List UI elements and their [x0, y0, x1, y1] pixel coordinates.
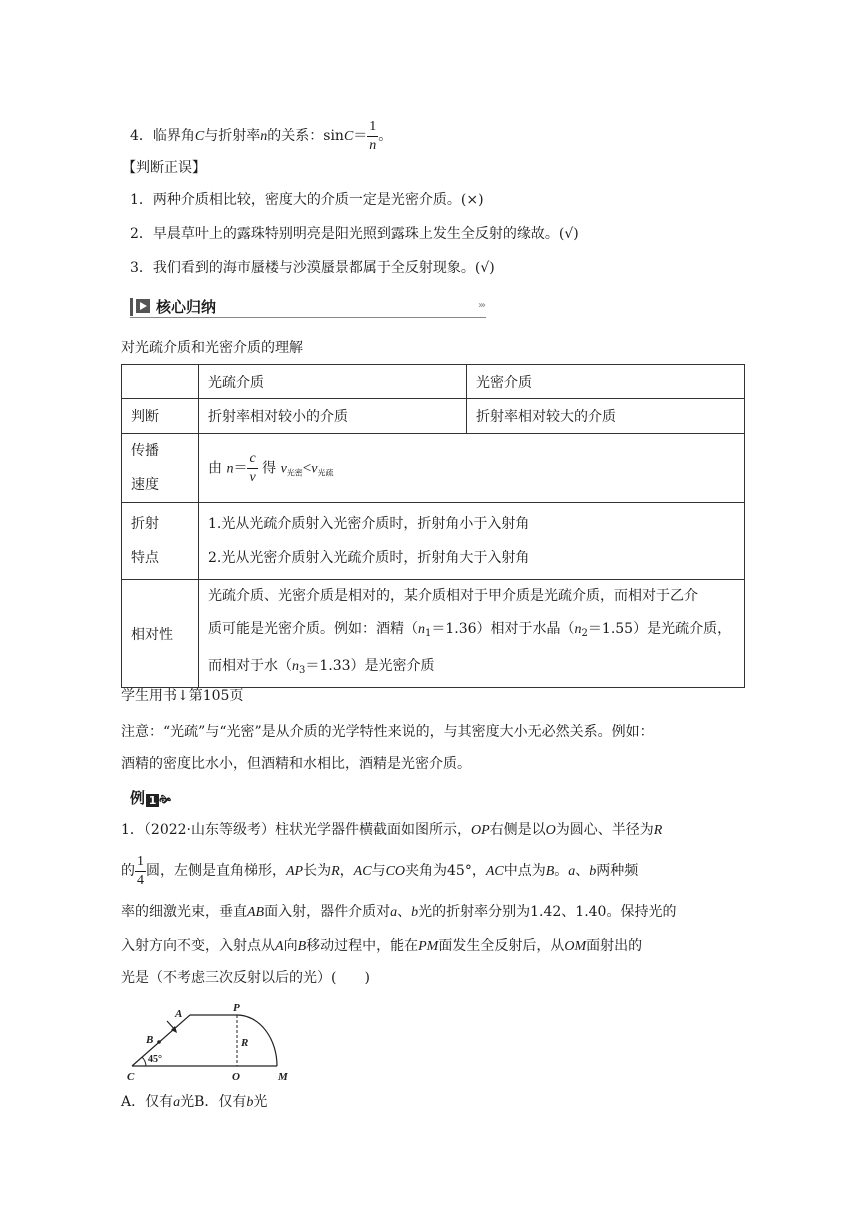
section-title: 核心归纳	[156, 298, 217, 316]
problem-line-1: 1．（2022·山东等级考）柱状光学器件横截面如图所示，OP右侧是以O为圆心、半径为R	[121, 822, 663, 838]
note-line-1: 注意：“光疏”与“光密”是从介质的光学特性来说的，与其密度大小无必然关系。例如：	[121, 724, 654, 740]
table-caption: 对光疏介质和光密介质的理解	[121, 340, 303, 356]
speed-formula: 由 n＝ $\frac{c}{v}$ 得 $v_{光密}<v_{光疏}$	[199, 434, 745, 503]
fraction-1-over-n: $\frac{1}{n}$	[369, 118, 377, 153]
section-bar	[130, 298, 133, 316]
table-row-refraction: 折射 特点 1.光从光疏介质射入光密介质时，折射角小于入射角 2.光从光密介质射入光疏介质时，折射角大于入射角	[122, 503, 745, 580]
fraction-1-over-4: $\frac{1}{4}$	[137, 853, 144, 888]
comparison-table	[121, 364, 745, 688]
option-b[interactable]: B．仅有b光	[194, 1094, 268, 1110]
label-m: M	[278, 1071, 288, 1083]
section-rule	[130, 317, 486, 318]
label-a: A	[175, 1008, 183, 1020]
label-angle: 45°	[148, 1054, 162, 1065]
chevrons-icon: ›››	[478, 300, 484, 311]
table-row-judge: 判断 折射率相对较小的介质 折射率相对较大的介质	[122, 399, 745, 434]
table-row-speed: 传播 速度 由 n＝ $\frac{c}{v}$ 得 $v_{光密}<v_{光疏}$	[122, 434, 745, 503]
problem-line-2: 的 $\frac{1}{4}$ 圆，左侧是直角梯形，AP长为R，AC与CO夹角为45°，AC中点为B。a、b两种频	[121, 853, 639, 888]
label-o: O	[232, 1071, 240, 1083]
angle-arc	[142, 1057, 146, 1066]
critical-angle-formula: 4．临界角C与折射率n的关系：sinC＝ $\frac{1}{n}$ 。	[130, 118, 393, 153]
example-number: 1	[146, 794, 159, 807]
fraction-c-over-v: $\frac{c}{v}$	[249, 450, 256, 485]
note-line-2: 酒精的密度比水小，但酒精和水相比，酒精是光密介质。	[121, 756, 471, 772]
label-r: R	[241, 1037, 249, 1049]
option-a[interactable]: A．仅有a光	[121, 1094, 195, 1110]
header-sparse: 光疏介质	[199, 365, 467, 399]
point-b	[157, 1040, 161, 1044]
judge-heading: 【判断正误】	[122, 160, 206, 176]
table-row-relativity: 相对性 光疏介质、光密介质是相对的，某介质相对于甲介质是光疏介质，而相对于乙介 质可能是光密介质。例如：酒精$(n_1=1.36)$相对于水晶$(n_2=1.55)$是光疏介质， 而相对于水$(n_3=1.33)$是光密介质	[122, 580, 745, 688]
judge-item-2: 2．早晨草叶上的露珠特别明亮是阳光照到露珠上发生全反射的缘故。(√)	[130, 226, 579, 242]
example-label: 例 1 🙞	[130, 789, 172, 807]
table-header-row	[122, 365, 745, 399]
section-header	[130, 296, 486, 320]
judge-item-1: 1．两种介质相比较，密度大的介质一定是光密介质。(×)	[130, 192, 484, 208]
problem-line-4: 入射方向不变，入射点从A向B移动过程中，能在PM面发生全反射后，从OM面射出的	[121, 938, 643, 954]
problem-line-3: 率的细激光束，垂直AB面入射，器件介质对a、b光的折射率分别为1.42、1.40。保持光的	[121, 904, 677, 920]
leaf-icon: 🙞	[159, 793, 172, 806]
options-line	[121, 1092, 267, 1113]
header-dense: 光密介质	[467, 365, 745, 399]
problem-line-5: 光是（不考虑三次反射以后的光）( )	[121, 970, 370, 986]
label-p: P	[233, 1002, 240, 1014]
judge-item-3: 3．我们看到的海市蜃楼与沙漠蜃景都属于全反射现象。(√)	[130, 260, 495, 276]
label-c: C	[127, 1071, 135, 1083]
optics-figure	[124, 1002, 304, 1088]
book-reference: 学生用书↓第105页	[121, 688, 244, 704]
play-icon	[136, 299, 150, 313]
label-b: B	[146, 1034, 154, 1046]
